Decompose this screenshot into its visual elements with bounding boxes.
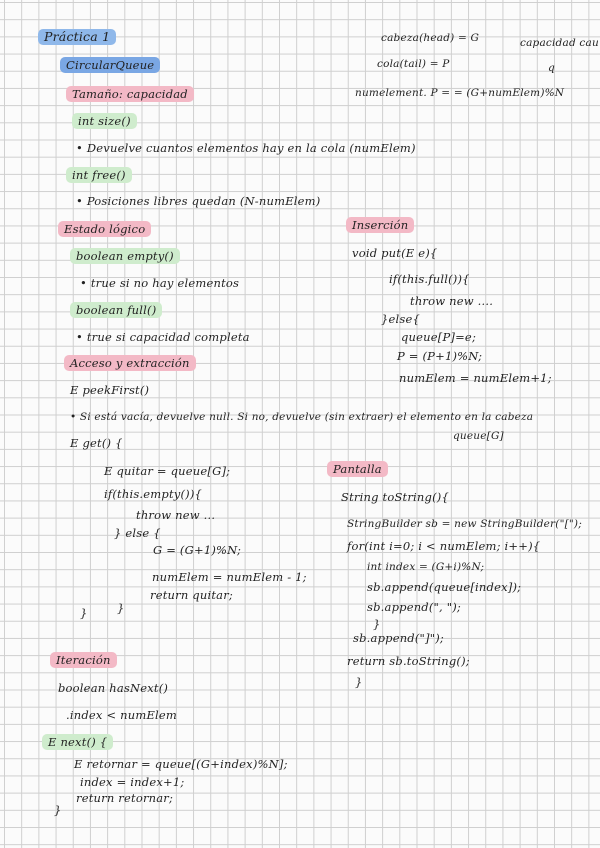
insert-line: P = (P+1)%N; <box>397 349 483 363</box>
tostring-line: } <box>373 617 381 631</box>
tostring-line: sb.append(queue[index]); <box>367 580 522 594</box>
next-line: index = index+1; <box>80 775 185 789</box>
free-description: • Posiciones libres quedan (N-numElem) <box>76 194 321 208</box>
free-signature: int free() <box>66 167 132 183</box>
logic-heading: Estado lógico <box>58 221 151 237</box>
insert-line: if(this.full()){ <box>389 272 470 286</box>
size-signature: int size() <box>72 113 137 129</box>
get-line: numElem = numElem - 1; <box>152 570 307 584</box>
peek-description: • Si está vacía, devuelve null. Si no, devuelve (sin extraer) el elemento en la cabeza <box>70 411 534 423</box>
tostring-line: sb.append("]"); <box>353 631 444 645</box>
insert-line: void put(E e){ <box>352 246 438 260</box>
size-heading: Tamaño: capacidad <box>66 86 194 102</box>
class-name: CircularQueue <box>60 57 160 73</box>
insert-line: numElem = numElem+1; <box>399 371 552 385</box>
iteration-heading: Iteración <box>50 652 117 668</box>
next-line: } <box>54 803 62 817</box>
peek-signature: E peekFirst() <box>70 383 150 397</box>
tostring-line: String toString(){ <box>341 490 449 504</box>
tostring-heading: Pantalla <box>327 461 388 477</box>
formula-note: numelement. P = = (G+numElem)%N <box>355 87 565 99</box>
full-signature: boolean full() <box>70 302 162 318</box>
insert-line: throw new .... <box>410 294 494 308</box>
get-signature: E get() { <box>70 436 123 450</box>
tostring-line: sb.append(", "); <box>367 600 462 614</box>
next-line: return retornar; <box>76 791 174 805</box>
peek-description-2: queue[G] <box>453 430 504 442</box>
insert-line: }else{ <box>381 312 421 326</box>
get-line: throw new ... <box>136 508 216 522</box>
size-description: • Devuelve cuantos elementos hay en la cola (numElem) <box>76 141 416 155</box>
tostring-line: int index = (G+i)%N; <box>367 561 485 573</box>
get-close: } <box>80 606 88 620</box>
tail-note: cola(tail) = P <box>377 58 450 70</box>
empty-signature: boolean empty() <box>70 248 180 264</box>
tostring-line: StringBuilder sb = new StringBuilder("["); <box>347 518 582 530</box>
tostring-line: for(int i=0; i < numElem; i++){ <box>347 539 541 553</box>
tostring-line: return sb.toString(); <box>347 654 470 668</box>
next-signature: E next() { <box>42 734 113 750</box>
hasnext-body: .index < numElem <box>66 708 178 722</box>
full-description: • true si capacidad completa <box>76 330 250 344</box>
get-line: return quitar; <box>150 588 233 602</box>
capacity-note: capacidad cau <box>520 37 599 49</box>
get-close: } <box>117 601 125 615</box>
capacity-value: q <box>548 62 555 74</box>
insert-line: queue[P]=e; <box>401 330 477 344</box>
next-line: E retornar = queue[(G+index)%N]; <box>74 757 288 771</box>
access-heading: Acceso y extracción <box>64 355 196 371</box>
hasnext-signature: boolean hasNext() <box>58 681 169 695</box>
get-line: G = (G+1)%N; <box>153 543 242 557</box>
page-title: Práctica 1 <box>38 29 116 45</box>
get-line: } else { <box>114 526 161 540</box>
get-line: E quitar = queue[G]; <box>104 464 231 478</box>
insert-heading: Inserción <box>346 217 414 233</box>
head-note: cabeza(head) = G <box>381 32 480 44</box>
get-line: if(this.empty()){ <box>104 487 203 501</box>
tostring-line: } <box>355 675 363 689</box>
empty-description: • true si no hay elementos <box>80 276 240 290</box>
